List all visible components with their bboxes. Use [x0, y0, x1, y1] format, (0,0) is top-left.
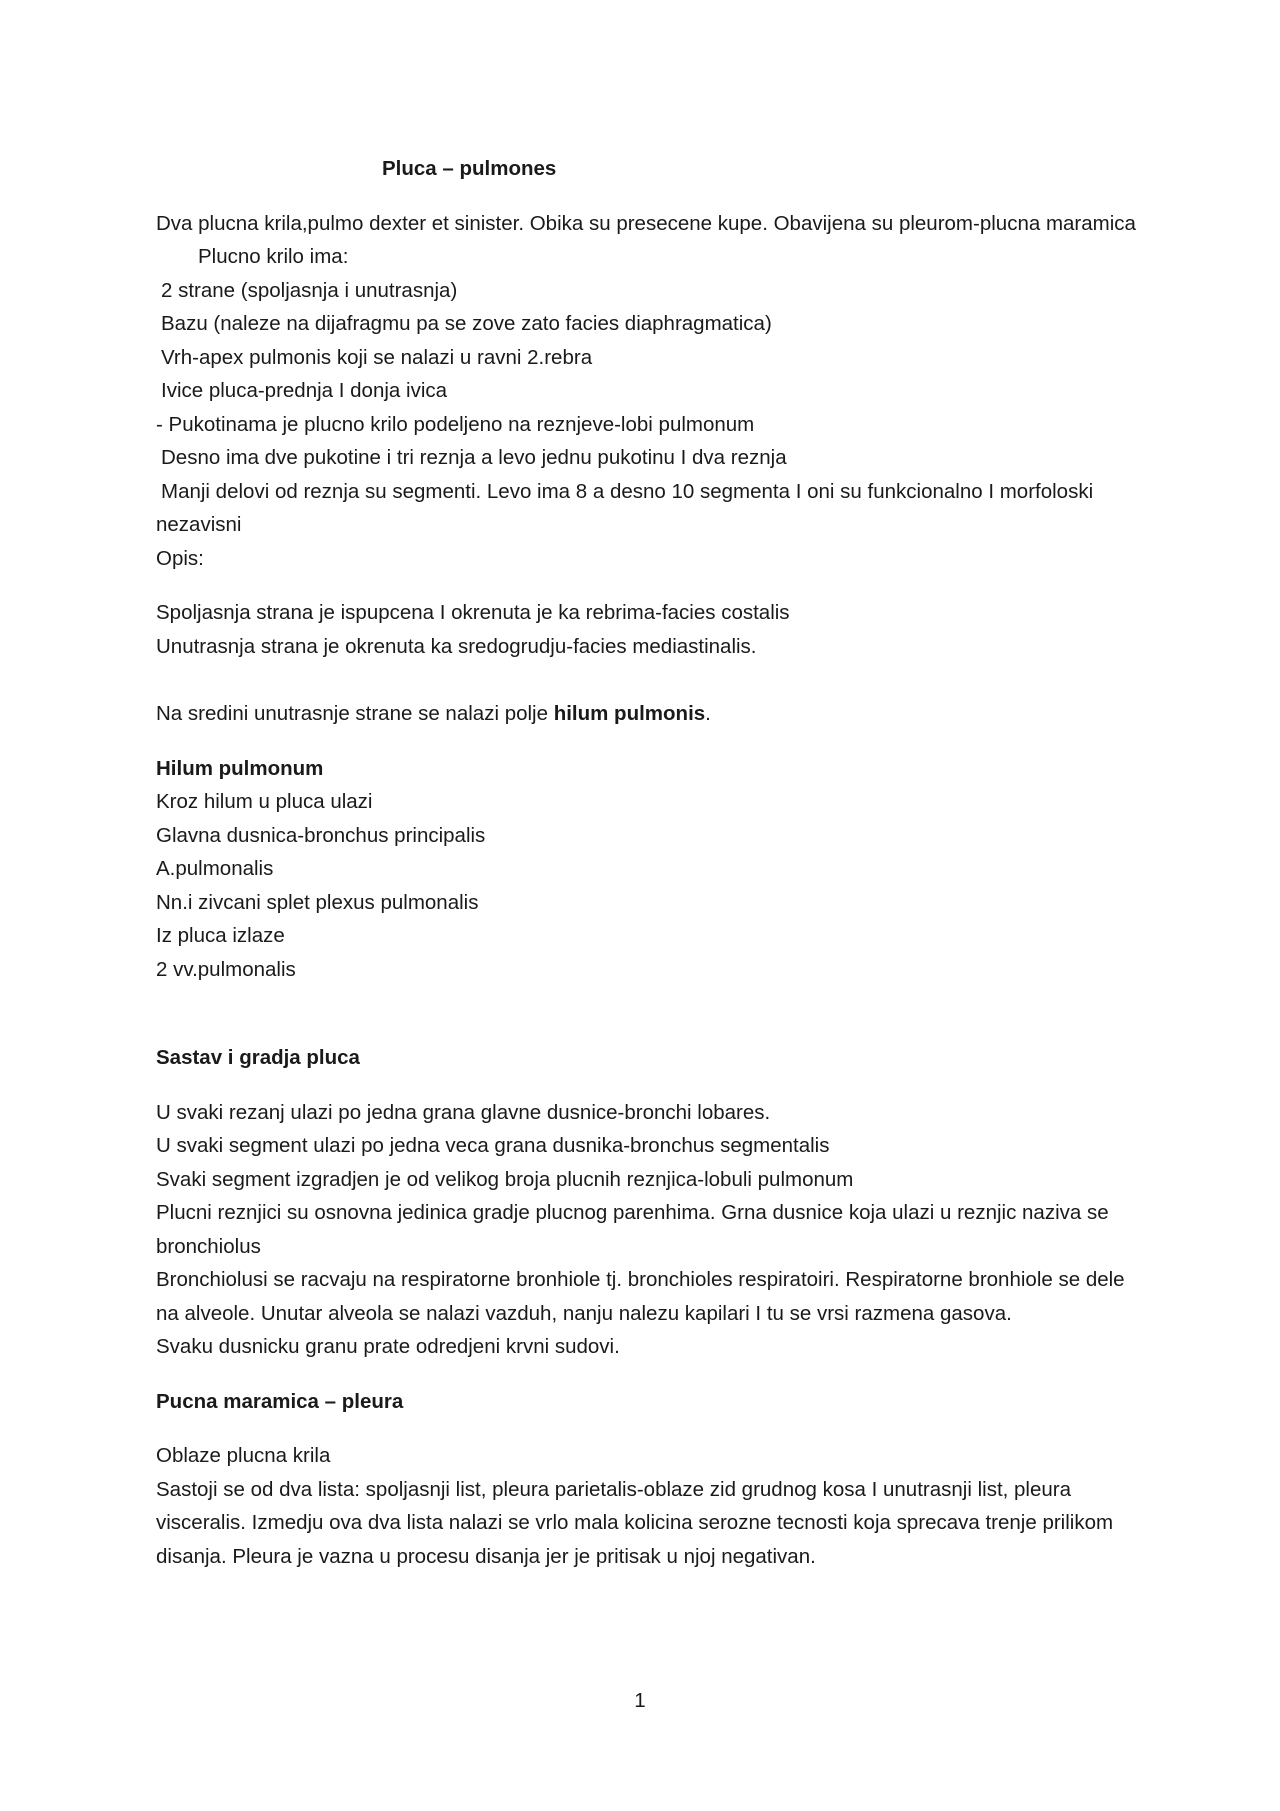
- structure-line: Svaku dusnicku granu prate odredjeni krvni sudovi.: [156, 1335, 620, 1358]
- structure-line: Plucni reznjici su osnovna jedinica gradje plucnog parenhima. Grna dusnice koja ulazi u reznjic naziva se bronchiolus: [156, 1201, 1109, 1258]
- hilum-section: [156, 752, 1146, 987]
- segments-line: [156, 475, 1146, 542]
- hilum-line: Nn.i zivcani splet plexus pulmonalis: [156, 890, 479, 914]
- list-item: Vrh-apex pulmonis koji se nalazi u ravni 2.rebra: [161, 345, 593, 369]
- hilum-line: Iz pluca izlaze: [156, 924, 285, 947]
- structure-line: U svaki segment ulazi po jedna veca grana dusnika-bronchus segmentalis: [156, 1134, 830, 1157]
- hilum-heading: Hilum pulmonum: [156, 756, 324, 780]
- structure-body: [156, 1096, 1146, 1364]
- surface-line: Spoljasnja strana je ispupcena I okrenuta je ka rebrima-facies costalis: [156, 601, 790, 624]
- fissure-line: - Pukotinama je plucno krilo podeljeno na reznjeve-lobi pulmonum: [156, 412, 755, 436]
- pleura-body: [156, 1439, 1146, 1573]
- hilum-sentence-before: Na sredini unutrasnje strane se nalazi polje: [156, 702, 554, 725]
- intro-paragraph: Dva plucna krila,pulmo dexter et sinister. Obika su presecene kupe. Obavijena su pleurom-plucna maramica: [156, 211, 1136, 235]
- structure-line: Bronchiolusi se racvaju na respiratorne bronhiole tj. bronchioles respiratoiri. Respiratorne bronhiole se dele na alveole. Unutar alveola se nalazi vazduh, nanju nalezu kapilari I tu se vrsi razmena gasova.: [156, 1268, 1125, 1325]
- hilum-line: Kroz hilum u pluca ulazi: [156, 790, 373, 813]
- structure-line: U svaki rezanj ulazi po jedna grana glavne dusnice-bronchi lobares.: [156, 1100, 771, 1124]
- hilum-line: 2 vv.pulmonalis: [156, 957, 296, 981]
- segments-text: Manji delovi od reznja su segmenti. Levo ima 8 a desno 10 segmenta I oni su funkcionalno I morfoloski nezavisni: [156, 479, 1094, 536]
- structure-line: Svaki segment izgradjen je od velikog broja plucnih reznjica-lobuli pulmonum: [156, 1167, 854, 1191]
- pleura-line: Sastoji se od dva lista: spoljasnji list, pleura parietalis-oblaze zid grudnog kosa I unutrasnji list, pleura visceralis. Izmedju ova dva lista nalazi se vrlo mala kolicina serozne tecnosti koja sprecava trenje prilikom disanja. Pleura je vazna u procesu disanja jer je pritisak u njoj negativan.: [156, 1477, 1114, 1568]
- hilum-sentence: [156, 697, 1146, 731]
- document-title: Pluca – pulmones: [382, 157, 557, 180]
- pleura-heading: Pucna maramica – pleura: [156, 1389, 404, 1413]
- list-item: Bazu (naleze na dijafragmu pa se zove zato facies diaphragmatica): [161, 312, 772, 335]
- pleura-section: [156, 1385, 1146, 1574]
- list-item: Ivice pluca-prednja I donja ivica: [161, 379, 448, 402]
- structure-heading: Sastav i gradja pluca: [156, 1046, 360, 1069]
- page-number: 1: [634, 1689, 646, 1712]
- list-item: 2 strane (spoljasnja i unutrasnja): [161, 278, 458, 302]
- opis-label: Opis:: [156, 546, 204, 570]
- structure-section: [156, 1041, 1146, 1364]
- hilum-line: Glavna dusnica-bronchus principalis: [156, 823, 486, 847]
- hilum-line: A.pulmonalis: [156, 857, 274, 880]
- lung-has-heading: Plucno krilo ima:: [198, 245, 349, 268]
- document-page: [156, 152, 1146, 1573]
- hilum-sentence-bold: hilum pulmonis: [553, 702, 706, 725]
- hilum-sentence-after: .: [705, 702, 711, 725]
- surfaces-block: [156, 596, 1146, 663]
- lobes-line: Desno ima dve pukotine i tri reznja a levo jednu pukotinu I dva reznja: [161, 446, 787, 469]
- surface-line: Unutrasnja strana je okrenuta ka sredogrudju-facies mediastinalis.: [156, 634, 757, 658]
- pleura-line: Oblaze plucna krila: [156, 1444, 331, 1467]
